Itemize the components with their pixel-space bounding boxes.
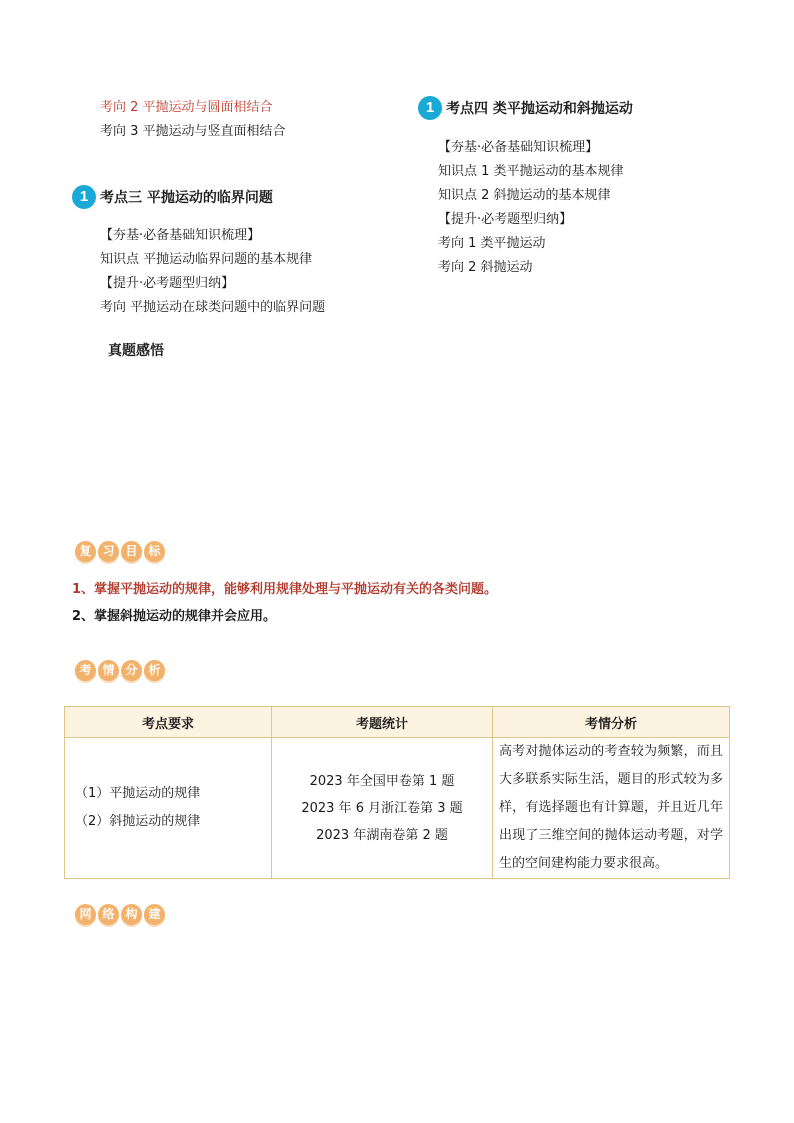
statistics-cell [272,738,493,879]
exam-analysis-tag [75,660,165,684]
tag-char: 情 [98,660,119,681]
header-analysis: 考情分析 [493,707,730,738]
tag-char: 构 [121,904,142,925]
tag-char: 目 [121,541,142,562]
stat-2: 2023 年 6 月浙江卷第 3 题 [301,800,463,816]
s4-improve-heading: 【提升·必考题型归纳】 [438,212,573,227]
tag-char: 标 [144,541,165,562]
tag-char: 复 [75,541,96,562]
real-exam-heading: 真题感悟 [108,343,164,359]
s3-direction: 考向 平抛运动在球类问题中的临界问题 [100,300,326,315]
goal-1: 1、掌握平抛运动的规律，能够利用规律处理与平抛运动有关的各类问题。 [72,582,498,597]
tag-char: 习 [98,541,119,562]
number-badge-icon-2: 1 [418,96,442,120]
s4-direction-2: 考向 2 斜抛运动 [438,260,533,275]
tag-char: 析 [144,660,165,681]
tag-char: 网 [75,904,96,925]
tag-char: 考 [75,660,96,681]
s4-direction-1: 考向 1 类平抛运动 [438,236,546,251]
section-3-title: 考点三 平抛运动的临界问题 [100,190,273,206]
s4-knowledge-point-1: 知识点 1 类平抛运动的基本规律 [438,164,624,179]
direction-3-item: 考向 3 平抛运动与竖直面相结合 [100,124,286,139]
s3-knowledge-point: 知识点 平抛运动临界问题的基本规律 [100,252,313,267]
analysis-cell: 高考对抛体运动的考查较为频繁，而且大多联系实际生活，题目的形式较为多样，有选择题也有计算题，并且近几年出现了三维空间的抛体运动考题，对学生的空间建构能力要求很高。 [493,738,730,879]
tag-char: 分 [121,660,142,681]
stat-1: 2023 年全国甲卷第 1 题 [309,773,455,789]
stat-3: 2023 年湖南卷第 2 题 [316,827,448,843]
s4-foundation-heading: 【夯基·必备基础知识梳理】 [438,140,599,155]
direction-2-item: 考向 2 平抛运动与圆面相结合 [100,100,273,115]
section-4-title: 考点四 类平抛运动和斜抛运动 [446,101,633,117]
tag-char: 络 [98,904,119,925]
goal-2: 2、掌握斜抛运动的规律并会应用。 [72,609,277,624]
s4-knowledge-point-2: 知识点 2 斜抛运动的基本规律 [438,188,611,203]
review-goals-tag [75,541,165,565]
header-statistics: 考题统计 [272,707,493,738]
network-build-tag [75,904,165,928]
exam-analysis-table [64,706,730,879]
header-requirement: 考点要求 [65,707,272,738]
s3-improve-heading: 【提升·必考题型归纳】 [100,276,235,291]
number-badge-icon: 1 [72,185,96,209]
s3-foundation-heading: 【夯基·必备基础知识梳理】 [100,228,261,243]
requirement-cell [65,738,272,879]
requirement-2: （2）斜抛运动的规律 [75,814,201,829]
tag-char: 建 [144,904,165,925]
requirement-1: （1）平抛运动的规律 [75,786,201,801]
